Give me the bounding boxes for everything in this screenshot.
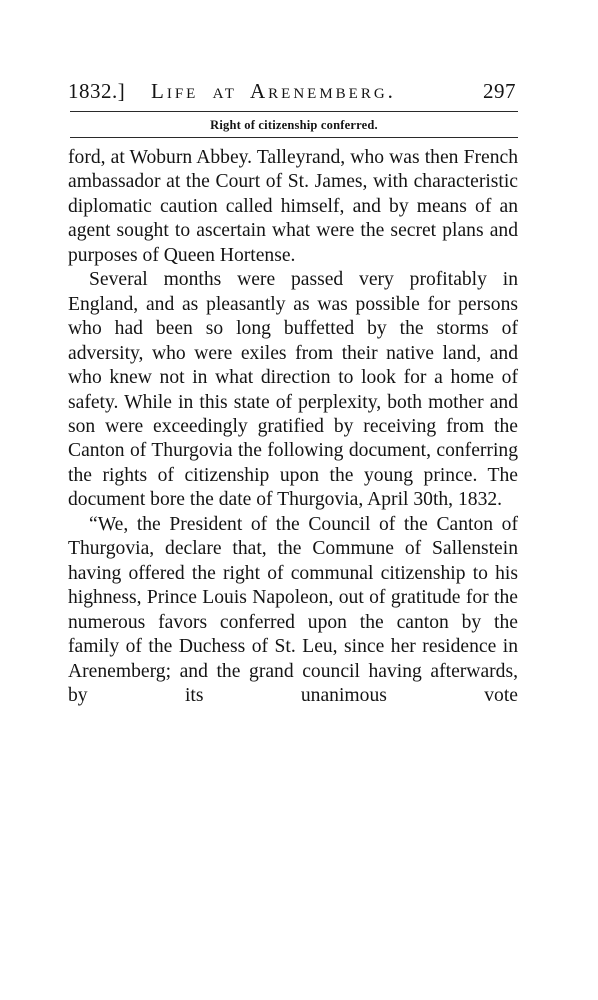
body-text (68, 146, 518, 708)
paragraph-quoted-document: “We, the President of the Council of the Canton of Thurgovia, declare that, the Commune of Sallenstein having offered the right of communal citizenship to his highness, Prince Louis Napoleon, out of gratitude for the numerous favors conferred upon the canton by the family of the Duchess of St. Leu, since her residence in Arenemberg; and the grand council having afterwards, by its unanimous vote (68, 513, 518, 706)
paragraph-continued: ford, at Woburn Abbey. Talleyrand, who was then French ambassador at the Court of St. James, with characteristic diplomatic caution called himself, and by means of an agent sought to ascertain what were the secret plans and purposes of Queen Hortense. (68, 147, 518, 266)
header-rule-bottom (70, 137, 518, 138)
running-head (68, 74, 518, 108)
section-subhead: Right of citizenship conferred. (210, 118, 378, 132)
page-number: 297 (483, 79, 516, 103)
paragraph: Several months were passed very profitably in England, and as pleasantly as was possible for persons who had been so long buffetted by the storms of adversity, who were exiles from their native land, and who knew not in what direction to look for a home of safety. While in this state of perplexity, both mother and son were exceedingly gratified by receiving from the Canton of Thurgovia the following document, conferring the rights of citizenship upon the young prince. The document bore the date of Thurgovia, April 30th, 1832. (68, 269, 518, 511)
running-head-year: 1832.] (68, 79, 126, 103)
running-head-title: Life at Arenemberg. (151, 79, 396, 103)
header-rule-top (70, 111, 518, 112)
